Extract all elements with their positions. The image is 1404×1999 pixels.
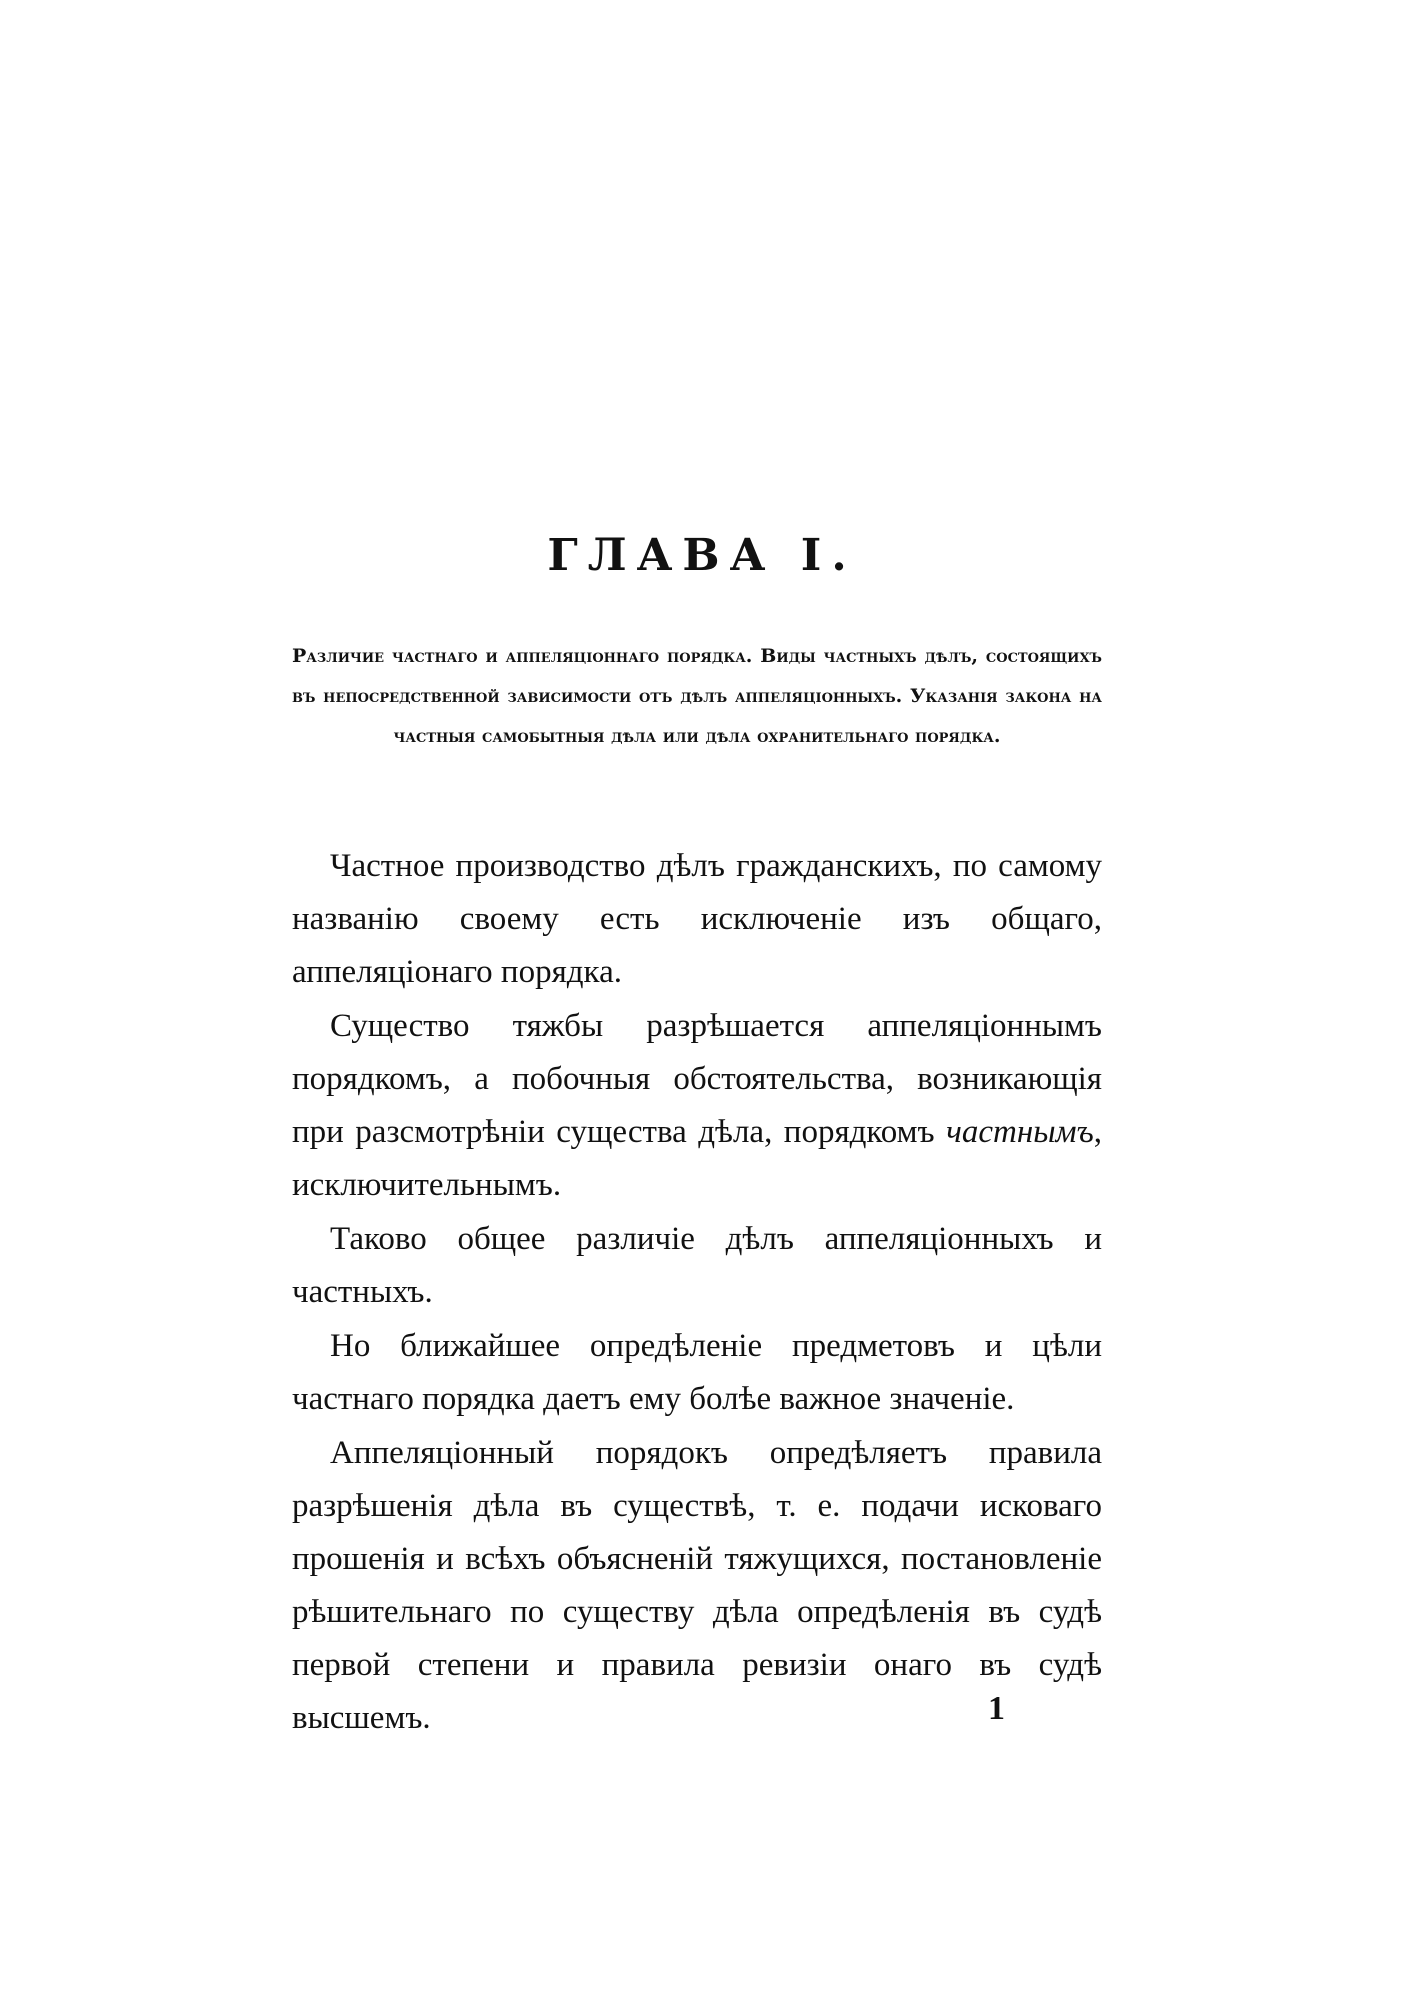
paragraph-2-text-after: , исключительнымъ. [292, 1114, 1102, 1203]
paragraph-1: Частное производство дѣлъ гражданскихъ, по самому названію своему есть исключеніе изъ общаго, аппеляціонаго порядка. [292, 848, 1102, 990]
paragraph-2-italic: частнымъ [946, 1114, 1094, 1150]
paragraph-4: Но ближайшее опредѣленіе предметовъ и цѣли частнаго порядка даетъ ему болѣе важное значеніе. [292, 1328, 1102, 1417]
chapter-title: ГЛАВА I. [547, 530, 857, 581]
paragraph-3: Таково общее различіе дѣлъ аппеляціонныхъ и частныхъ. [292, 1221, 1102, 1310]
paragraph-2-text-before: Существо тяжбы разрѣшается аппеляціоннымъ порядкомъ, а побочныя обстоятельства, возникающія при разсмотрѣніи существа дѣла, порядкомъ [292, 1008, 1102, 1150]
chapter-summary: Различие частнаго и аппеляціоннаго порядка. Виды частныхъ дѣлъ, состоящихъ въ непосредственной зависимости отъ дѣлъ аппеляціонныхъ. Указанія закона на частныя самобытныя дѣла или дѣла охранительнаго порядка. [292, 645, 1102, 747]
paragraph-5: Аппеляціонный порядокъ опредѣляетъ правила разрѣшенія дѣла въ существѣ, т. е. подачи исковаго прошенія и всѣхъ объясненій тяжущихся, постановленіе рѣшительнаго по существу дѣла опредѣленія въ судѣ первой степени и правила ревизіи онаго въ судѣ высшемъ. [292, 1435, 1102, 1736]
body-text [292, 840, 1102, 1746]
page-number: 1 [988, 1690, 1005, 1727]
paragraph-2 [292, 1000, 1102, 1212]
